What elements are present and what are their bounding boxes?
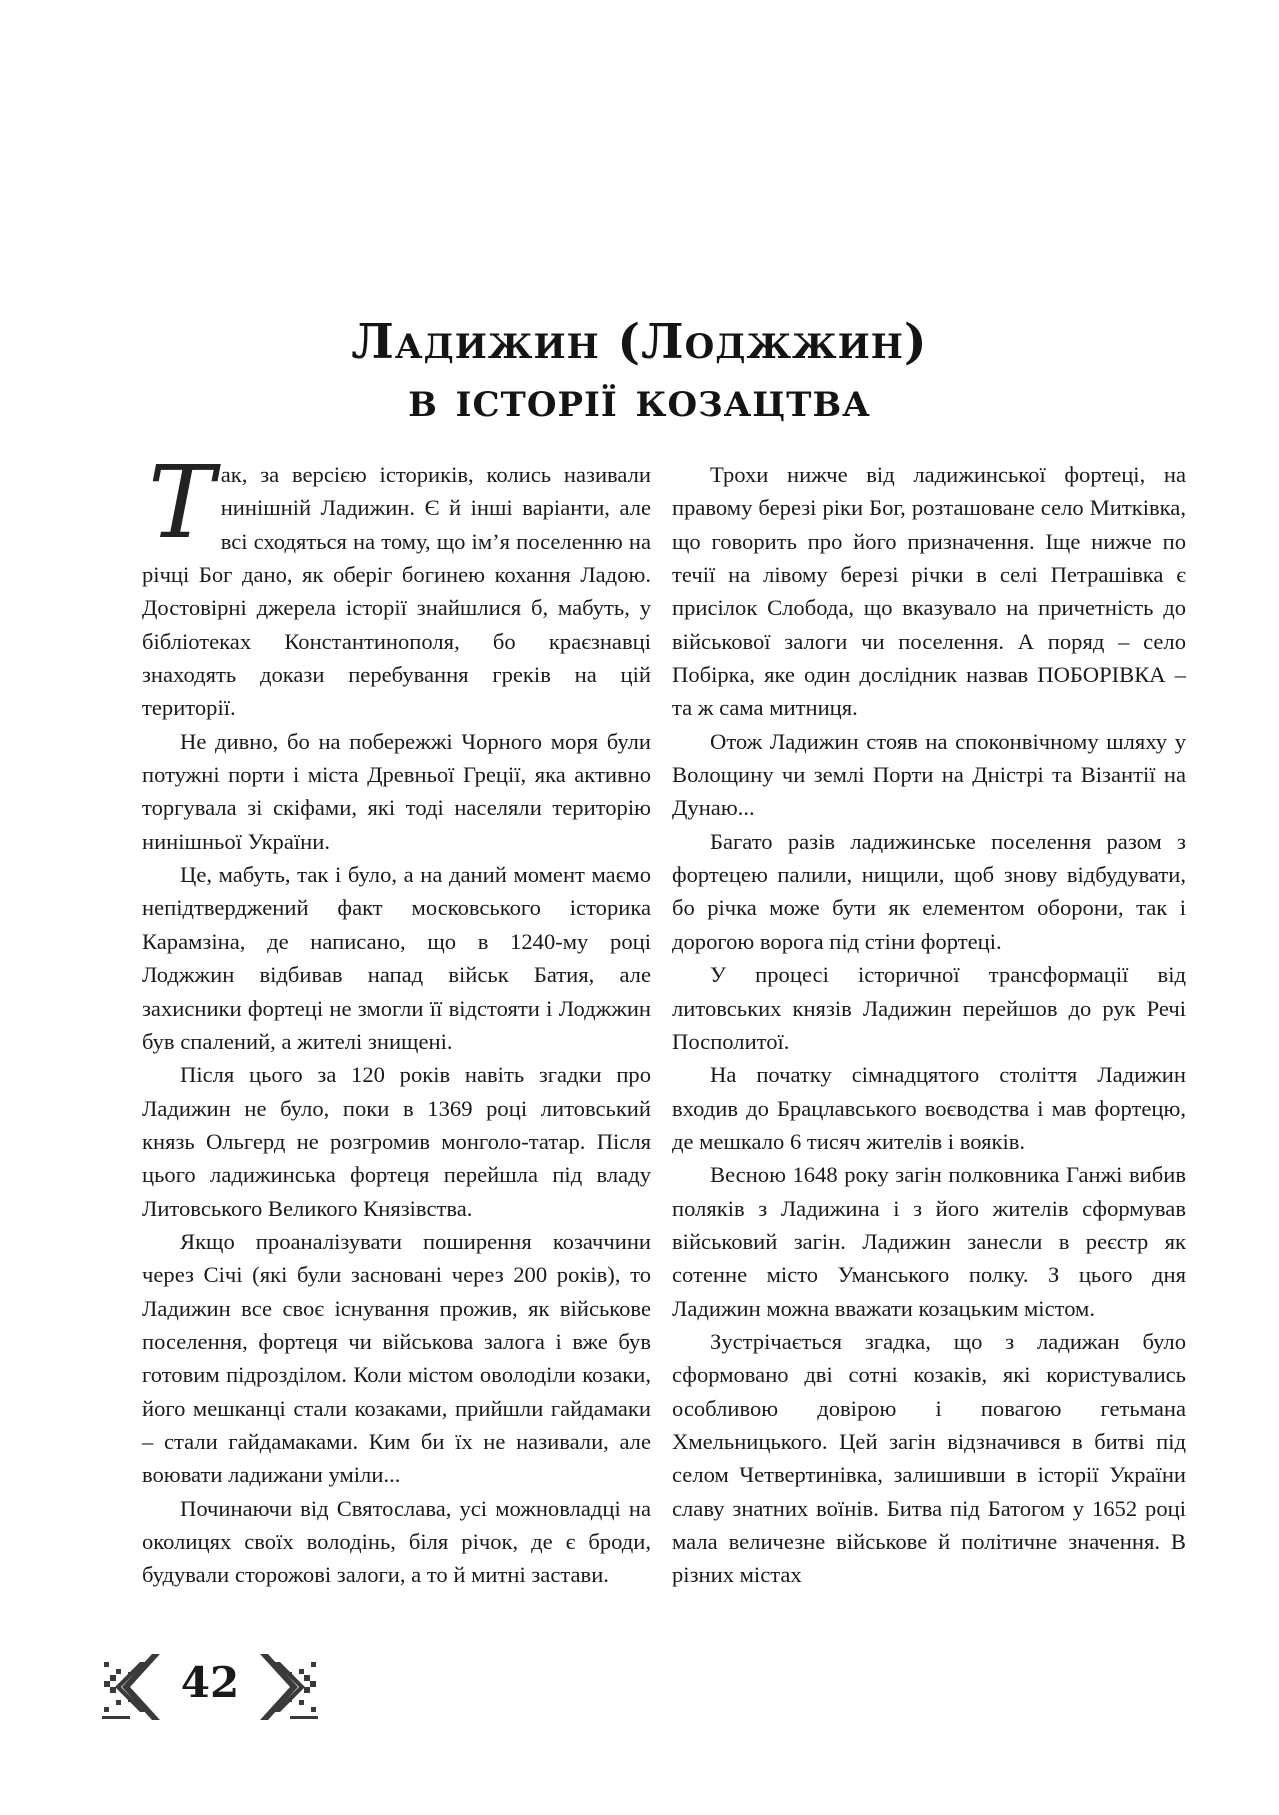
paragraph-1	[142, 444, 651, 725]
paragraph: Якщо проаналізувати поширення козаччини через Січі (які були засновані через 200 років), то Ладижин все своє існування прожив, як військове поселення, фортеця чи військова залога і вже був готовим підрозділом. Коли містом оволоділи козаки, його мешканці стали козаками, прийшли гайдамаки – стали гайдамаками. Ким би їх не називали, але воювати ладижани уміли...	[142, 1228, 651, 1488]
page-number: 42	[180, 1658, 240, 1707]
paragraph-1-text: ак, за версією істориків, колись називали нинішній Ладижин. Є й інші варіанти, але всі сходяться на тому, що ім’я поселенню на річці Бог дано, як оберіг богинею кохання Ладою. Достовірні джерела історії знайшлися б, мабуть, у бібліотеках Константинополя, бо краєзнавці знаходять докази перебування греків на цій території.	[142, 462, 651, 721]
paragraph: Не дивно, бо на побережжі Чорного моря були потужні порти і міста Древньої Греції, яка активно торгувала зі скіфами, які тоді населяли територію нинішньої України.	[142, 728, 651, 854]
embroidery-ornament-icon	[258, 1652, 320, 1722]
paragraph: У процесі історичної трансформації від литовських князів Ладижин перейшов до рук Речі Посполитої.	[672, 962, 1186, 1054]
paragraph: Це, мабуть, так і було, а на даний момент маємо непідтверджений факт московського історика Карамзіна, де написано, що в 1240-му році Лоджжин відбивав напад військ Батия, але захисники фортеці не змогли її відстояти і Лоджжин був спалений, а жителі знищені.	[142, 862, 651, 1054]
right-column	[672, 458, 1186, 1592]
paragraph: Весною 1648 року загін полковника Ганжі вибив поляків з Ладижина і з його жителів сформував військовий загін. Ладижин занесли в реєстр як сотенне місто Уманського полку. З цього дня Ладижин можна вважати козацьким містом.	[672, 1162, 1186, 1321]
paragraph: Зустрічається згадка, що з ладижан було сформовано дві сотні козаків, які користувались особливою довірою і повагою гетьмана Хмельницького. Цей загін відзначився в битві під селом Четвертинівка, залишивши в історії України славу знатних воїнів. Битва під Батогом у 1652 році мала величезне військове й політичне значення. В різних містах	[672, 1328, 1186, 1588]
paragraph: На початку сімнадцятого століття Ладижин входив до Брацлавського воєводства і мав фортецю, де мешкало 6 тисяч жителів і вояків.	[672, 1062, 1186, 1154]
title-line-2: в історії козацтва	[408, 372, 871, 428]
left-column	[142, 444, 651, 1592]
title-line-1: Ладижин (Лоджжин)	[351, 314, 928, 370]
paragraph: Трохи нижче від ладижинської фортеці, на правому березі ріки Бог, розташоване село Митківка, що говорить про його призначення. Іще нижче по течії на лівому березі річки в селі Петрашівка є присілок Слобода, що вказувало на причетність до військової залоги чи поселення. А поряд – село Побірка, яке один дослідник назвав ПОБОРІВКА – та ж сама митниця.	[672, 462, 1186, 721]
drop-cap: Т	[148, 444, 215, 561]
paragraph: Починаючи від Святослава, усі можновладці на околицях своїх володінь, біля річок, де є броди, будували сторожові залоги, а то й митні застави.	[142, 1495, 651, 1588]
paragraph: Після цього за 120 років навіть згадки про Ладижин не було, поки в 1369 році литовський князь Ольгерд не розгромив монголо-татар. Після цього ладижинська фортеця перейшла під владу Литовського Великого Князівства.	[142, 1062, 651, 1221]
embroidery-ornament-icon	[100, 1652, 162, 1722]
paragraph: Багато разів ладижинське поселення разом з фортецею палили, нищили, щоб знову відбудувати, бо річка може бути як елементом оборони, так і дорогою ворога під стіни фортеці.	[672, 828, 1186, 954]
page-footer	[100, 1652, 320, 1722]
paragraph: Отож Ладижин стояв на споконвічному шляху у Волощину чи землі Порти на Дністрі та Візантії на Дунаю...	[672, 728, 1186, 821]
